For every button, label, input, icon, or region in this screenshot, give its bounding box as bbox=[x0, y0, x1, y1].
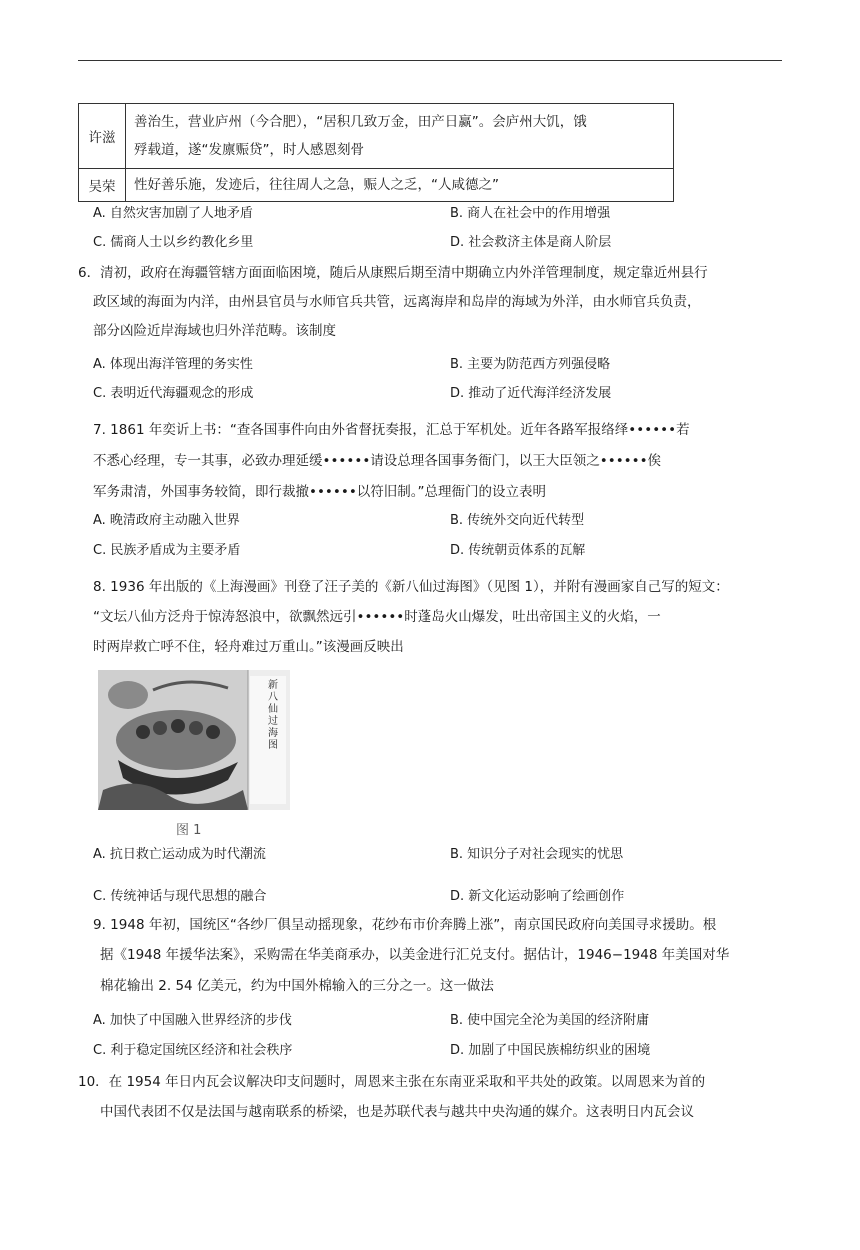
q9-stem-line: 据《1948 年援华法案》，采购需在华美商承办，以美金进行汇兑支付。据估计，1946−1948 年美国对华 bbox=[100, 947, 730, 963]
merchant-description bbox=[126, 104, 674, 169]
q9-stem-line: 9. 1948 年初，国统区“各纱厂俱呈动摇现象，花纱布市价奔腾上涨”，南京国民政府向美国寻求援助。根 bbox=[93, 917, 717, 933]
header-rule bbox=[78, 60, 782, 61]
q6-stem-line: 政区域的海面为内洋，由州县官员与水师官兵共管，远离海岸和岛岸的海域为外洋，由水师官兵负责， bbox=[93, 294, 701, 310]
description-line: 善治生，营业庐州（今合肥），“居积几致万金，田产日赢”。会庐州大饥，饿 bbox=[134, 114, 587, 130]
cartoon-title: 新八仙过海图 bbox=[268, 680, 278, 751]
description-line: 殍载道，遂“发廪赈贷”，时人感恩刻骨 bbox=[134, 142, 364, 158]
q8-option-d[interactable]: D. 新文化运动影响了绘画创作 bbox=[450, 889, 625, 904]
merchant-name: 吴荣 bbox=[79, 169, 126, 202]
q8-option-c[interactable]: C. 传统神话与现代思想的融合 bbox=[93, 889, 267, 904]
q6-option-d[interactable]: D. 推动了近代海洋经济发展 bbox=[450, 386, 612, 401]
q8-option-a[interactable]: A. 抗日救亡运动成为时代潮流 bbox=[93, 847, 266, 862]
q6-option-c[interactable]: C. 表明近代海疆观念的形成 bbox=[93, 386, 254, 401]
q10-stem-line: 10．在 1954 年日内瓦会议解决印支问题时，周恩来主张在东南亚采取和平共处的政策。以周恩来为首的 bbox=[78, 1074, 706, 1090]
table-row bbox=[79, 169, 674, 202]
q8-stem-line: 8. 1936 年出版的《上海漫画》刊登了汪子美的《新八仙过海图》（见图 1），并附有漫画家自己写的短文： bbox=[93, 579, 729, 595]
merchant-name: 许滋 bbox=[79, 104, 126, 169]
description-line: 性好善乐施，发迹后，往往周人之急，赈人之乏，“人咸德之” bbox=[134, 177, 499, 193]
q7-option-a[interactable]: A. 晚清政府主动融入世界 bbox=[93, 513, 240, 528]
q5-option-b[interactable]: B. 商人在社会中的作用增强 bbox=[450, 206, 611, 221]
q9-option-a[interactable]: A. 加快了中国融入世界经济的步伐 bbox=[93, 1013, 292, 1028]
q7-option-d[interactable]: D. 传统朝贡体系的瓦解 bbox=[450, 543, 586, 558]
q6-stem-line: 6．清初，政府在海疆管辖方面面临困境，随后从康熙后期至清中期确立内外洋管理制度，规定靠近州县行 bbox=[78, 265, 708, 281]
q8-stem-line: “文坛八仙方泛舟于惊涛怒浪中，欲飘然远引••••••时蓬岛火山爆发，吐出帝国主义的火焰，一 bbox=[93, 609, 661, 625]
q8-option-b[interactable]: B. 知识分子对社会现实的忧思 bbox=[450, 847, 624, 862]
q7-stem-line: 军务肃清，外国事务较简，即行裁撤••••••以符旧制。”总理衙门的设立表明 bbox=[93, 484, 547, 500]
q7-stem-line: 7. 1861 年奕䜣上书：“查各国事件向由外省督抚奏报，汇总于军机处。近年各路军报络绎••••••若 bbox=[93, 422, 690, 438]
figure-caption: 图 1 bbox=[176, 823, 202, 838]
merchants-table bbox=[78, 103, 674, 202]
q5-option-a[interactable]: A. 自然灾害加剧了人地矛盾 bbox=[93, 206, 253, 221]
q9-option-c[interactable]: C. 利于稳定国统区经济和社会秩序 bbox=[93, 1043, 293, 1058]
table-row bbox=[79, 104, 674, 169]
q9-option-b[interactable]: B. 使中国完全沦为美国的经济附庸 bbox=[450, 1013, 650, 1028]
q6-stem-line: 部分凶险近岸海域也归外洋范畴。该制度 bbox=[93, 323, 336, 339]
q7-stem-line: 不悉心经理，专一其事，必致办理延缓••••••请设总理各国事务衙门，以王大臣领之••••••俟 bbox=[93, 453, 662, 469]
q8-stem-line: 时两岸救亡呼不住，轻舟难过万重山。”该漫画反映出 bbox=[93, 639, 404, 655]
q9-option-d[interactable]: D. 加剧了中国民族棉纺织业的困境 bbox=[450, 1043, 651, 1058]
q5-option-d[interactable]: D. 社会救济主体是商人阶层 bbox=[450, 235, 612, 250]
cartoon-figure bbox=[98, 670, 290, 810]
q10-stem-line: 中国代表团不仅是法国与越南联系的桥梁，也是苏联代表与越共中央沟通的媒介。这表明日内瓦会议 bbox=[100, 1104, 694, 1120]
q7-option-b[interactable]: B. 传统外交向近代转型 bbox=[450, 513, 585, 528]
cartoon-illustration bbox=[98, 670, 290, 810]
merchant-description bbox=[126, 169, 674, 202]
q6-option-b[interactable]: B. 主要为防范西方列强侵略 bbox=[450, 357, 611, 372]
q7-option-c[interactable]: C. 民族矛盾成为主要矛盾 bbox=[93, 543, 241, 558]
q9-stem-line: 棉花输出 2. 54 亿美元，约为中国外棉输入的三分之一。这一做法 bbox=[100, 978, 494, 994]
q6-option-a[interactable]: A. 体现出海洋管理的务实性 bbox=[93, 357, 253, 372]
q5-option-c[interactable]: C. 儒商人士以乡约教化乡里 bbox=[93, 235, 254, 250]
